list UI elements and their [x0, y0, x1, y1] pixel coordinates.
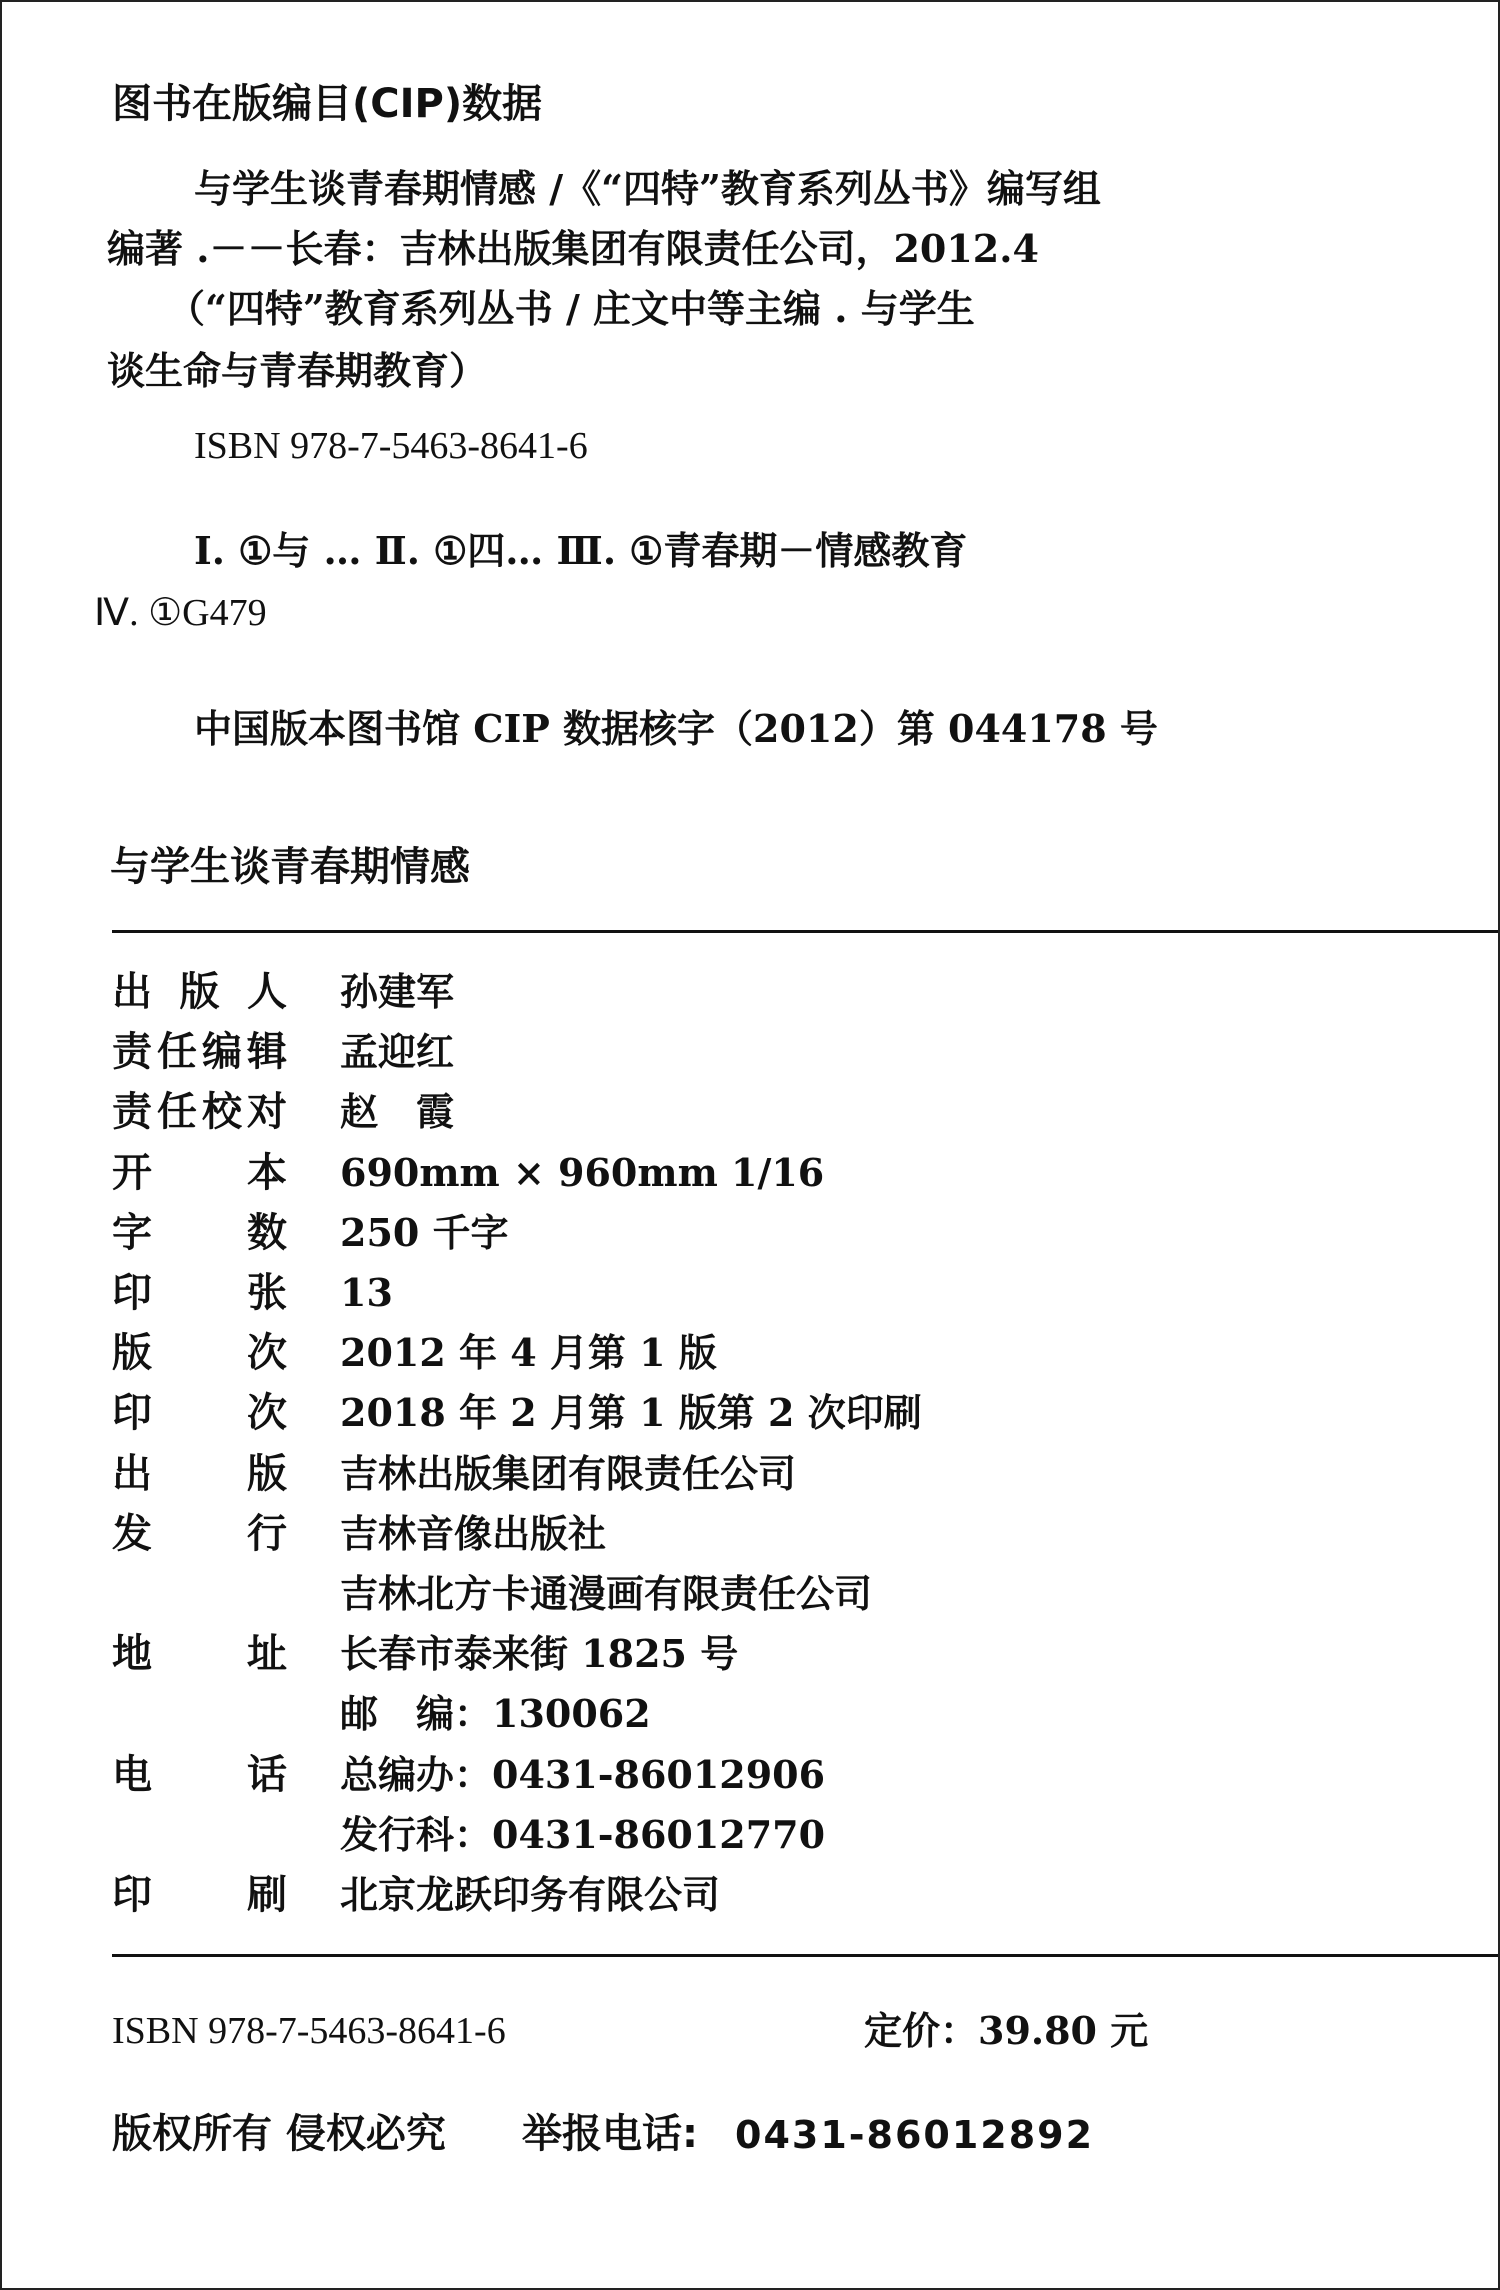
cip-record-number: 中国版本图书馆 CIP 数据核字（2012）第 044178 号 [194, 706, 1158, 751]
info-value: 孙建军 [340, 969, 455, 1014]
info-value: 吉林音像出版社 [340, 1511, 607, 1556]
info-label: 印 张 [112, 1270, 287, 1316]
info-label: 责 任 校 对 [112, 1089, 287, 1135]
info-label: 出 版 [112, 1451, 287, 1497]
cip-classification-1: Ⅰ. ①与 … Ⅱ. ①四… Ⅲ. ①青春期－情感教育 [194, 528, 968, 573]
info-value: 赵 霞 [340, 1089, 455, 1134]
cip-line-2: 编著 .－－长春：吉林出版集团有限责任公司，2012.4 [107, 226, 1039, 271]
info-label: 地 址 [112, 1631, 287, 1677]
info-label: 发 行 [112, 1511, 287, 1557]
info-label: 印 刷 [112, 1872, 287, 1918]
info-value: 北京龙跃印务有限公司 [340, 1872, 721, 1917]
report-phone: 0431-86012892 [735, 2113, 1095, 2157]
cip-classification-2: Ⅳ. ①G479 [94, 592, 267, 634]
info-label: 版 次 [112, 1330, 287, 1376]
cip-isbn: ISBN 978-7-5463-8641-6 [194, 425, 588, 467]
footer-isbn: ISBN 978-7-5463-8641-6 [112, 2010, 506, 2052]
info-value: 2018 年 2 月第 1 版第 2 次印刷 [340, 1390, 922, 1435]
cip-line-4: 谈生命与青春期教育） [107, 348, 488, 393]
info-label: 责 任 编 辑 [112, 1029, 287, 1075]
price: 定价：39.80 元 [864, 2008, 1149, 2053]
top-rule [112, 930, 1498, 933]
info-label: 电 话 [112, 1752, 287, 1798]
info-label: 出 版 人 [112, 969, 287, 1015]
book-title: 与学生谈青春期情感 [110, 844, 470, 890]
info-label: 字 数 [112, 1210, 287, 1256]
bottom-rule [112, 1954, 1498, 1957]
info-label: 开 本 [112, 1150, 287, 1196]
info-value: 吉林北方卡通漫画有限责任公司 [340, 1571, 873, 1616]
info-value: 发行科：0431-86012770 [340, 1812, 826, 1857]
cip-line-3: （“四特”教育系列丛书 / 庄文中等主编 . 与学生 [167, 286, 975, 331]
info-value: 邮 编：130062 [340, 1691, 651, 1736]
cip-line-1: 与学生谈青春期情感 /《“四特”教育系列丛书》编写组 [194, 166, 1101, 211]
info-value: 2012 年 4 月第 1 版 [340, 1330, 717, 1375]
cip-heading: 图书在版编目(CIP)数据 [112, 81, 543, 127]
info-value: 690mm × 960mm 1/16 [340, 1150, 825, 1195]
report-label: 举报电话: [522, 2111, 698, 2157]
info-value: 250 千字 [340, 1210, 509, 1255]
info-value: 孟迎红 [340, 1029, 455, 1074]
info-value: 13 [340, 1270, 393, 1315]
info-value: 长春市泰来街 1825 号 [340, 1631, 739, 1676]
info-value: 总编办：0431-86012906 [340, 1752, 826, 1797]
info-label: 印 次 [112, 1390, 287, 1436]
info-value: 吉林出版集团有限责任公司 [340, 1451, 797, 1496]
copyright-notice: 版权所有 侵权必究 [112, 2111, 446, 2157]
